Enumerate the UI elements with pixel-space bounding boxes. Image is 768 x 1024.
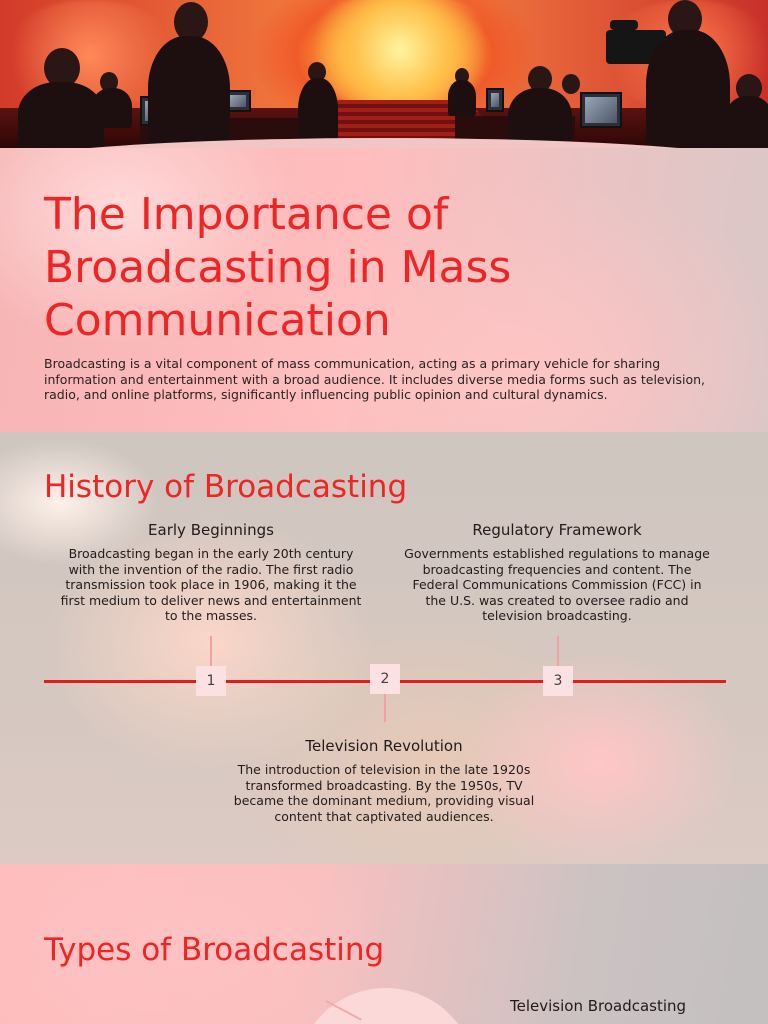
person-silhouette — [148, 36, 230, 150]
history-section — [0, 432, 768, 864]
types-section — [0, 864, 768, 1024]
timeline-marker-2: 2 — [370, 664, 400, 694]
timeline-event-title: Television Revolution — [305, 737, 463, 755]
intro-description: Broadcasting is a vital component of mass communication, acting as a primary vehicle for sharing information and entertainment with a broad audience. It includes diverse media forms such as television, radio, and online platforms, significantly influencing public opinion and cultural dynamics. — [44, 356, 706, 402]
person-silhouette — [724, 96, 768, 150]
timeline-marker-3: 3 — [543, 666, 573, 696]
timeline-event-description: Broadcasting began in the early 20th century with the invention of the radio. The first radio transmission took place in 1906, making it the first medium to deliver news and entertainment to the masses. — [60, 546, 362, 623]
person-head — [562, 74, 580, 94]
timeline-event-title: Regulatory Framework — [472, 521, 642, 539]
monitor-icon — [580, 92, 622, 128]
type-label-television: Television Broadcasting — [510, 997, 687, 1015]
timeline-event-description: The introduction of television in the late 1920s transformed broadcasting. By the 1950s, TV became the dominant medium, providing visual content that captivated audiences. — [233, 762, 535, 824]
intro-section — [0, 148, 768, 432]
timeline-marker-1: 1 — [196, 666, 226, 696]
timeline-connector — [557, 636, 559, 666]
history-heading: History of Broadcasting — [44, 469, 408, 505]
types-heading: Types of Broadcasting — [44, 932, 385, 968]
person-silhouette — [92, 88, 132, 128]
person-silhouette — [448, 80, 476, 116]
hero-image — [0, 0, 768, 150]
page-title: The Importance of Broadcasting in Mass Communication — [44, 189, 512, 346]
person-silhouette — [646, 30, 730, 150]
timeline-event-regulatory-framework — [402, 520, 712, 624]
timeline-connector — [384, 692, 386, 722]
timeline-event-television-revolution — [229, 736, 539, 824]
timeline-event-description: Governments established regulations to manage broadcasting frequencies and content. The Federal Communications Commission (FCC) in the U.S. was created to oversee radio and television broadcasting. — [404, 546, 710, 623]
types-diagram — [296, 988, 476, 1024]
monitor-icon — [486, 88, 504, 112]
timeline-event-title: Early Beginnings — [148, 521, 274, 539]
timeline-connector — [210, 636, 212, 666]
timeline-event-early-beginnings — [56, 520, 366, 624]
camera-handle — [610, 20, 638, 30]
